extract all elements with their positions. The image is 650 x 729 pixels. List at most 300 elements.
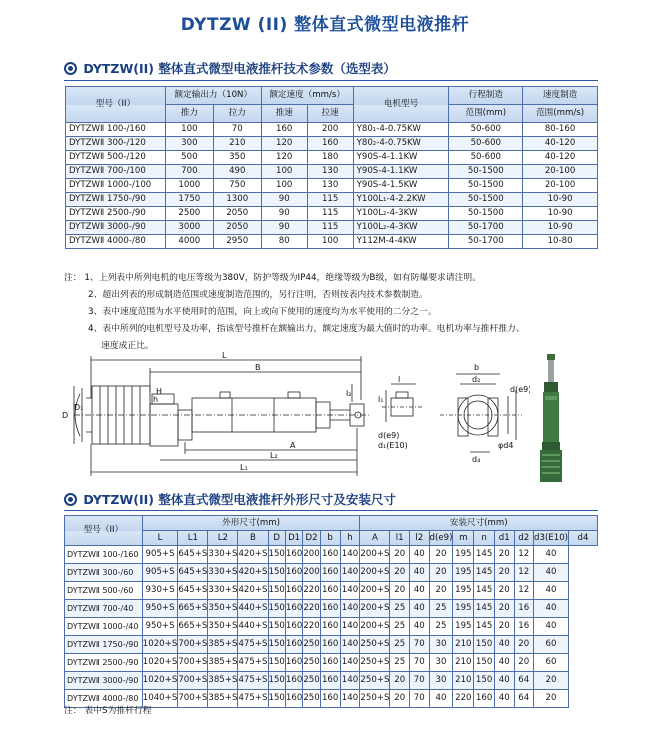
dimension-cell: 20 — [494, 564, 514, 582]
dimension-cell: 330+S — [208, 582, 238, 600]
spec-cell: Y100L₂-4-3KW — [353, 221, 449, 235]
dimension-cell: 150 — [474, 672, 495, 690]
dimension-cell: 160 — [320, 546, 340, 564]
dimension-cell: 220 — [303, 582, 320, 600]
spec-cell: 50-1700 — [449, 221, 523, 235]
dim-col-header: B — [238, 531, 268, 546]
dimension-cell: 250+S — [360, 672, 390, 690]
dimension-cell: 220 — [303, 618, 320, 636]
spec-cell: DYTZWⅡ 3000-/90 — [66, 221, 166, 235]
dim-l: l — [398, 375, 401, 384]
dim-L2: L₂ — [270, 451, 278, 460]
spec-cell: 90 — [261, 221, 307, 235]
spec-cell: DYTZWⅡ 300-/120 — [66, 137, 166, 151]
spec-cell: DYTZWⅡ 1750-/90 — [66, 193, 166, 207]
dimension-cell: 70 — [409, 636, 429, 654]
spec-cell: 700 — [165, 165, 213, 179]
dimension-cell: 20 — [390, 546, 410, 564]
dimension-cell: 145 — [474, 618, 495, 636]
dimension-cell: 700+S — [178, 690, 208, 708]
dimension-cell: 1020+S — [142, 654, 178, 672]
spec-cell: 90 — [261, 207, 307, 221]
dim-col-header: d2 — [514, 531, 534, 546]
dimension-cell: 385+S — [208, 654, 238, 672]
dimension-cell: 195 — [453, 546, 474, 564]
dimension-cell: 950+S — [142, 618, 178, 636]
dimension-cell: 140 — [340, 582, 360, 600]
dimension-cell: 40 — [494, 636, 514, 654]
dimension-cell: 25 — [390, 636, 410, 654]
dimension-cell: 20 — [534, 690, 569, 708]
dimension-cell: 200 — [303, 546, 320, 564]
dimension-cell: 160 — [320, 564, 340, 582]
dim-header-model: 型号（II） — [65, 516, 143, 546]
spec-cell: Y90S-4-1.5KW — [353, 179, 449, 193]
dimension-cell: 475+S — [238, 636, 268, 654]
dimension-cell: 950+S — [142, 600, 178, 618]
dimension-cell: 140 — [340, 546, 360, 564]
note-line: 注： 1、上列表中所列电机的电压等级为380V，防护等级为IP44，绝缘等级为B级，如有防爆要求请注明。 — [64, 273, 482, 283]
dim-l1: l₁ — [378, 395, 384, 404]
dimension-cell: 385+S — [208, 636, 238, 654]
spec-cell: 115 — [307, 207, 353, 221]
dimension-cell: 12 — [514, 564, 534, 582]
spec-cell: 70 — [213, 123, 261, 137]
dimension-cell: 150 — [268, 672, 285, 690]
spec-cell: 100 — [261, 165, 307, 179]
dim-D: D — [62, 411, 69, 420]
dimension-cell: 140 — [340, 636, 360, 654]
spec-cell: 4000 — [165, 235, 213, 249]
dim-col-header: l1 — [390, 531, 410, 546]
spec-cell: 500 — [165, 151, 213, 165]
dimension-cell: 20 — [390, 690, 410, 708]
dimension-cell: 150 — [474, 636, 495, 654]
dim-col-header: l2 — [409, 531, 429, 546]
dimension-cell: 70 — [409, 672, 429, 690]
spec-cell: 115 — [307, 221, 353, 235]
spec-cell: 1300 — [213, 193, 261, 207]
dim-h: h — [153, 395, 159, 404]
dimension-cell: 145 — [474, 600, 495, 618]
spec-cell: 120 — [261, 151, 307, 165]
spec-cell: 2950 — [213, 235, 261, 249]
dimension-cell: 20 — [390, 582, 410, 600]
dimension-cell: 700+S — [178, 636, 208, 654]
dimension-cell: 195 — [453, 582, 474, 600]
dimension-cell: 330+S — [208, 564, 238, 582]
dimension-cell: 20 — [514, 654, 534, 672]
dimension-cell: 20 — [514, 636, 534, 654]
dimension-cell: 200+S — [360, 582, 390, 600]
spec-cell: 50-600 — [449, 151, 523, 165]
dimension-cell: 160 — [320, 672, 340, 690]
dimension-cell: 160 — [320, 618, 340, 636]
dimension-cell: 20 — [390, 672, 410, 690]
dim-col-header: L — [142, 531, 178, 546]
dimension-cell: DYTZWⅡ 700-/40 — [65, 600, 143, 618]
spec-cell: 210 — [213, 137, 261, 151]
page-title: DYTZW (II) 整体直式微型电液推杆 — [180, 15, 470, 35]
dimension-cell: 250 — [303, 690, 320, 708]
dimension-cell: 200+S — [360, 564, 390, 582]
dimension-cell: 210 — [453, 672, 474, 690]
spec-header-force: 额定输出力（10N） — [165, 87, 261, 105]
spec-row — [66, 165, 598, 179]
spec-cell: 1750 — [165, 193, 213, 207]
dimension-cell: 665+S — [178, 618, 208, 636]
dimension-note: 注： 表中S为推杆行程 — [64, 706, 152, 716]
dimension-cell: 20 — [494, 600, 514, 618]
dimension-cell: DYTZWⅡ 4000-/80 — [65, 690, 143, 708]
spec-cell: 2500 — [165, 207, 213, 221]
dimension-cell: 420+S — [238, 564, 268, 582]
dimension-cell: 385+S — [208, 690, 238, 708]
dimension-row — [65, 672, 598, 690]
dimension-cell: 250+S — [360, 690, 390, 708]
spec-cell: Y80₂-4-0.75KW — [353, 137, 449, 151]
dim-col-header: D2 — [303, 531, 320, 546]
dimension-cell: 420+S — [238, 582, 268, 600]
spec-cell: 50-1500 — [449, 207, 523, 221]
spec-row — [66, 235, 598, 249]
spec-header-speed: 额定速度（mm/s） — [261, 87, 353, 105]
spec-cell: Y100L₁-4-2.2KW — [353, 193, 449, 207]
dimension-cell: 20 — [534, 672, 569, 690]
dimension-cell: 200+S — [360, 618, 390, 636]
dimension-cell: 160 — [320, 654, 340, 672]
dimension-cell: 250 — [303, 654, 320, 672]
dimension-cell: 70 — [409, 654, 429, 672]
dimension-cell: 160 — [285, 582, 302, 600]
spec-cell: 300 — [165, 137, 213, 151]
dimension-cell: 645+S — [178, 564, 208, 582]
dim-D1: D₁ — [74, 403, 84, 412]
product-photo — [534, 352, 568, 486]
dim-col-header: d(e9) — [429, 531, 453, 546]
dimension-cell: 70 — [409, 690, 429, 708]
dimension-cell: 210 — [453, 654, 474, 672]
spec-cell: DYTZWⅡ 2500-/90 — [66, 207, 166, 221]
spec-cell: 100 — [165, 123, 213, 137]
dimension-cell: 475+S — [238, 672, 268, 690]
dimension-cell: 210 — [453, 636, 474, 654]
dim-col-header: A — [360, 531, 390, 546]
spec-cell: DYTZWⅡ 100-/160 — [66, 123, 166, 137]
spec-notes — [64, 270, 525, 355]
dimension-cell: 160 — [285, 546, 302, 564]
dimension-cell: DYTZWⅡ 500-/60 — [65, 582, 143, 600]
dim-header-outline: 外形尺寸(mm) — [142, 516, 360, 531]
note-line: 速度成正比。 — [101, 341, 154, 351]
spec-cell: 120 — [261, 137, 307, 151]
dimension-cell: 250+S — [360, 636, 390, 654]
spec-cell: 50-1500 — [449, 179, 523, 193]
spec-cell: 115 — [307, 193, 353, 207]
spec-cell: DYTZWⅡ 1000-/100 — [66, 179, 166, 193]
section1-rule — [64, 80, 598, 81]
dimension-cell: 385+S — [208, 672, 238, 690]
dimension-cell: 12 — [514, 582, 534, 600]
dimension-cell: 160 — [320, 690, 340, 708]
dimension-cell: 1040+S — [142, 690, 178, 708]
dimension-cell: 25 — [390, 600, 410, 618]
dimension-cell: 200+S — [360, 546, 390, 564]
spec-cell: 3000 — [165, 221, 213, 235]
spec-cell: 200 — [307, 123, 353, 137]
dimension-cell: 40 — [409, 546, 429, 564]
bullet-icon — [64, 493, 77, 506]
dimension-cell: 140 — [340, 564, 360, 582]
dim-L: L — [222, 352, 227, 360]
dimension-cell: DYTZWⅡ 2500-/90 — [65, 654, 143, 672]
spec-cell: 50-1700 — [449, 235, 523, 249]
dimension-cell: 145 — [474, 564, 495, 582]
spec-cell: DYTZWⅡ 700-/100 — [66, 165, 166, 179]
dimension-cell: 40 — [429, 690, 453, 708]
dimension-row — [65, 636, 598, 654]
dimension-cell: 420+S — [238, 546, 268, 564]
spec-row — [66, 221, 598, 235]
dimension-cell: 330+S — [208, 546, 238, 564]
spec-header-push: 推力 — [165, 105, 213, 123]
dim-col-header: L1 — [178, 531, 208, 546]
dimension-cell: 700+S — [178, 654, 208, 672]
bullet-icon — [64, 62, 77, 75]
dim-H: H — [156, 387, 163, 396]
dimension-cell: 665+S — [178, 600, 208, 618]
dimension-row — [65, 618, 598, 636]
spec-cell: 160 — [307, 137, 353, 151]
dimension-cell: 40 — [534, 564, 569, 582]
dimension-cell: 40 — [534, 618, 569, 636]
dimension-cell: 350+S — [208, 618, 238, 636]
spec-cell: 90 — [261, 193, 307, 207]
dimension-row — [65, 600, 598, 618]
spec-cell: 10-80 — [523, 235, 598, 249]
dimension-cell: 16 — [514, 600, 534, 618]
spec-cell: Y90S-4-1.1KW — [353, 151, 449, 165]
dimension-table — [64, 515, 598, 708]
dimension-cell: 145 — [474, 546, 495, 564]
spec-cell: 50-1500 — [449, 193, 523, 207]
dimension-cell: 20 — [390, 564, 410, 582]
section2-heading — [64, 490, 396, 508]
dim-col-header: b — [320, 531, 340, 546]
spec-header-speedmfg: 速度制造 — [523, 87, 598, 105]
spec-cell: 1000 — [165, 179, 213, 193]
dimension-cell: 140 — [340, 618, 360, 636]
dim-d1-e10: d₁(E10) — [378, 441, 408, 450]
dim-col-header: n — [474, 531, 495, 546]
spec-cell: 750 — [213, 179, 261, 193]
dim-col-header: d1 — [494, 531, 514, 546]
dimension-cell: 220 — [303, 600, 320, 618]
spec-header-model: 型号（II） — [66, 87, 166, 123]
spec-cell: 2050 — [213, 207, 261, 221]
dim-l2: l₂ — [346, 389, 352, 398]
dimension-cell: DYTZWⅡ 1750-/90 — [65, 636, 143, 654]
dimension-cell: DYTZWⅡ 1000-/40 — [65, 618, 143, 636]
dimension-cell: 40 — [409, 618, 429, 636]
spec-header-motor: 电机型号 — [353, 87, 449, 123]
spec-cell: 100 — [307, 235, 353, 249]
dimension-cell: 160 — [285, 564, 302, 582]
dimension-cell: 160 — [285, 690, 302, 708]
spec-cell: 10-90 — [523, 193, 598, 207]
dimension-cell: 25 — [390, 654, 410, 672]
dimension-cell: 150 — [268, 600, 285, 618]
dimension-cell: 20 — [494, 582, 514, 600]
section1-heading — [64, 59, 396, 77]
dimension-cell: 140 — [340, 600, 360, 618]
dimension-cell: 40 — [494, 690, 514, 708]
dimension-cell: 40 — [494, 672, 514, 690]
spec-row — [66, 179, 598, 193]
dim-col-header: D — [268, 531, 285, 546]
dimension-cell: 250+S — [360, 654, 390, 672]
dimension-cell: 195 — [453, 618, 474, 636]
spec-cell: 50-600 — [449, 137, 523, 151]
dimension-cell: 1020+S — [142, 672, 178, 690]
spec-cell: 100 — [261, 179, 307, 193]
spec-cell: Y90S-4-1.1KW — [353, 165, 449, 179]
dimension-cell: 64 — [514, 672, 534, 690]
dimension-cell: 40 — [494, 654, 514, 672]
dimension-cell: 140 — [340, 654, 360, 672]
dimension-row — [65, 564, 598, 582]
spec-header-push-speed: 推速 — [261, 105, 307, 123]
dimension-cell: DYTZWⅡ 3000-/90 — [65, 672, 143, 690]
dimension-cell: 250 — [303, 672, 320, 690]
dimension-cell: 145 — [474, 582, 495, 600]
dimension-cell: 700+S — [178, 672, 208, 690]
dimension-cell: 60 — [534, 654, 569, 672]
dimension-cell: 195 — [453, 564, 474, 582]
spec-row — [66, 137, 598, 151]
dimension-cell: 160 — [474, 690, 495, 708]
spec-cell: 20-100 — [523, 165, 598, 179]
dimension-cell: 20 — [429, 564, 453, 582]
dimension-cell: 40 — [534, 600, 569, 618]
dimension-cell: 12 — [514, 546, 534, 564]
spec-cell: 130 — [307, 179, 353, 193]
dimension-drawing — [60, 352, 530, 480]
dimension-cell: 350+S — [208, 600, 238, 618]
dimension-cell: 1020+S — [142, 636, 178, 654]
spec-cell: 350 — [213, 151, 261, 165]
spec-cell: DYTZWⅡ 4000-/80 — [66, 235, 166, 249]
spec-cell: Y100L₂-4-3KW — [353, 207, 449, 221]
dimension-cell: 16 — [514, 618, 534, 636]
dimension-cell: 25 — [429, 618, 453, 636]
dim-d2: d₂ — [472, 375, 481, 384]
spec-cell: 80 — [261, 235, 307, 249]
dimension-cell: 20 — [429, 546, 453, 564]
dim-d-e9-vertical: d(e9) — [510, 385, 530, 394]
section2-heading-text: DYTZW(II) 整体直式微型电液推杆外形尺寸及安装尺寸 — [83, 492, 396, 507]
note-line: 4、表中所列的电机型号及功率，指该型号推杆在额输出力，额定速度为最大值时的功率。电机功率与推杆推力、 — [88, 324, 525, 334]
spec-cell: 50-600 — [449, 123, 523, 137]
dimension-cell: 475+S — [238, 654, 268, 672]
dim-phi-d4: φd4 — [498, 441, 514, 450]
dimension-cell: 60 — [534, 636, 569, 654]
dimension-cell: 40 — [409, 582, 429, 600]
spec-cell: 50-1500 — [449, 165, 523, 179]
dimension-cell: 140 — [340, 672, 360, 690]
dimension-cell: DYTZWⅡ 100-/160 — [65, 546, 143, 564]
dimension-cell: 40 — [409, 564, 429, 582]
dim-col-header: d3(E10) — [534, 531, 569, 546]
spec-header-stroke: 行程制造 — [449, 87, 523, 105]
dimension-cell: 645+S — [178, 582, 208, 600]
dimension-cell: 195 — [453, 600, 474, 618]
spec-cell: DYTZWⅡ 500-/120 — [66, 151, 166, 165]
dimension-cell: 160 — [285, 654, 302, 672]
dimension-cell: 150 — [474, 654, 495, 672]
spec-row — [66, 151, 598, 165]
dimension-cell: 160 — [285, 600, 302, 618]
dimension-cell: 150 — [268, 654, 285, 672]
dim-col-header: h — [340, 531, 360, 546]
dimension-cell: 160 — [320, 582, 340, 600]
dim-A: A — [290, 441, 296, 450]
dimension-cell: 250 — [303, 636, 320, 654]
spec-cell: 80-160 — [523, 123, 598, 137]
section1-heading-text: DYTZW(II) 整体直式微型电液推杆技术参数（选型表） — [83, 61, 396, 76]
spec-cell: 10-90 — [523, 221, 598, 235]
dimension-cell: 150 — [268, 546, 285, 564]
dimension-row — [65, 582, 598, 600]
dimension-cell: 905+S — [142, 546, 178, 564]
spec-cell: 20-100 — [523, 179, 598, 193]
spec-cell: Y80₁-4-0.75KW — [353, 123, 449, 137]
dimension-row — [65, 654, 598, 672]
dimension-cell: 200 — [303, 564, 320, 582]
dimension-cell: 30 — [429, 672, 453, 690]
spec-cell: 160 — [261, 123, 307, 137]
spec-cell: 10-90 — [523, 207, 598, 221]
dimension-cell: 30 — [429, 636, 453, 654]
dimension-cell: 64 — [514, 690, 534, 708]
dimension-cell: 150 — [268, 690, 285, 708]
dimension-cell: 440+S — [238, 600, 268, 618]
dimension-cell: 40 — [409, 600, 429, 618]
dimension-cell: 440+S — [238, 618, 268, 636]
dimension-cell: 200+S — [360, 600, 390, 618]
dimension-cell: 905+S — [142, 564, 178, 582]
dimension-cell: 150 — [268, 636, 285, 654]
dim-d-e9: d(e9) — [378, 431, 400, 440]
spec-row — [66, 207, 598, 221]
dim-B: B — [255, 363, 261, 372]
dim-col-header: m — [453, 531, 474, 546]
dimension-cell: 160 — [285, 672, 302, 690]
dim-col-header: D1 — [285, 531, 302, 546]
dimension-row — [65, 546, 598, 564]
spec-cell: 40-120 — [523, 137, 598, 151]
dim-L1: L₁ — [240, 463, 248, 472]
dimension-cell: 40 — [534, 546, 569, 564]
dimension-cell: 160 — [320, 636, 340, 654]
dimension-cell: 150 — [268, 618, 285, 636]
dimension-cell: 20 — [429, 582, 453, 600]
spec-header-pull: 拉力 — [213, 105, 261, 123]
spec-cell: 2050 — [213, 221, 261, 235]
dimension-cell: 20 — [494, 618, 514, 636]
spec-row — [66, 123, 598, 137]
note-line: 3、表中速度范围为水平使用时的范围，向上或向下使用的速度均为水平使用的二分之一。 — [88, 307, 437, 317]
